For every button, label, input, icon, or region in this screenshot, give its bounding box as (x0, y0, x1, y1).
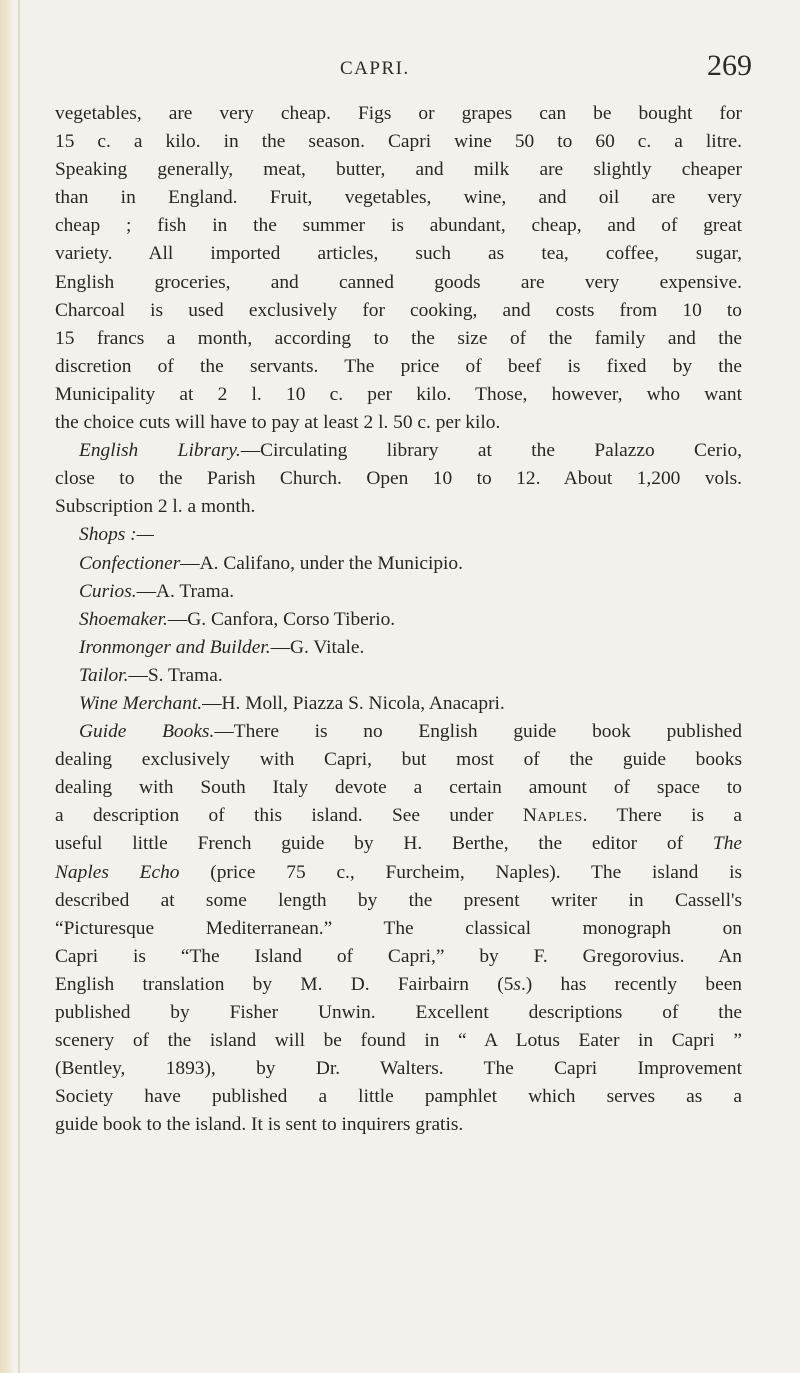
text-line: scenery of the island will be found in “ A Lotus Eater in Capri ” (55, 1030, 742, 1052)
text-line: discretion of the servants. The price of beef is fixed by the (55, 355, 742, 377)
shop-type: Confectioner (79, 552, 181, 574)
currency-shilling: s (513, 973, 521, 995)
text-line: cheap ; fish in the summer is abundant, cheap, and of great (55, 215, 742, 237)
text-line: English groceries, and canned goods are very expensive. (55, 271, 742, 293)
shop-entry: Tailor.—S. Trama. (79, 664, 223, 686)
text-line: guide book to the island. It is sent to inquirers gratis. (55, 1114, 464, 1136)
text-line: the choice cuts will have to pay at least 2 l. 50 c. per kilo. (55, 412, 501, 434)
text-line: English translation by M. D. Fairbairn (5s.) has recently been (55, 973, 742, 995)
periodical-title: Naples Echo (55, 861, 180, 883)
text-line: Charcoal is used exclusively for cooking, and costs from 10 to (55, 299, 742, 321)
text-line: useful little French guide by H. Berthe, the editor of The (55, 833, 742, 855)
section-heading: Guide Books. (79, 721, 215, 743)
text-line: 15 c. a kilo. in the season. Capri wine 50 to 60 c. a litre. (55, 131, 742, 153)
text-line: (Bentley, 1893), by Dr. Walters. The Capri Improvement (55, 1058, 742, 1080)
shop-type: Wine Merchant. (79, 692, 203, 714)
page-number: 269 (707, 49, 752, 82)
text-line: described at some length by the present writer in Cassell's (55, 889, 742, 911)
text-line: vegetables, are very cheap. Figs or grapes can be bought for (55, 103, 742, 124)
text-line: close to the Parish Church. Open 10 to 12. About 1,200 vols. (55, 468, 742, 490)
shop-entry: Confectioner—A. Califano, under the Municipio. (79, 552, 463, 574)
page-gutter-shadow (18, 0, 20, 1373)
section-guide-books: Guide Books.—There is no English guide book published (79, 721, 742, 743)
text-line: Municipality at 2 l. 10 c. per kilo. Those, however, who want (55, 383, 742, 405)
shop-type: Shoemaker. (79, 608, 168, 630)
running-header (0, 49, 800, 85)
text-line: Subscription 2 l. a month. (55, 496, 256, 518)
text-line: a description of this island. See under Naples. There is a (55, 805, 742, 827)
text-line: 15 francs a month, according to the size of the family and the (55, 327, 742, 349)
text-line: than in England. Fruit, vegetables, wine, and oil are very (55, 187, 742, 209)
running-title: CAPRI. (340, 58, 410, 79)
text-line: Capri is “The Island of Capri,” by F. Gregorovius. An (55, 945, 742, 967)
periodical-title: The (712, 833, 742, 855)
section-shops (55, 521, 742, 549)
shop-entry: Ironmonger and Builder.—G. Vitale. (79, 636, 365, 658)
text-line: dealing with South Italy devote a certain amount of space to (55, 777, 742, 799)
section-heading: English Library. (79, 440, 241, 462)
shop-type: Ironmonger and Builder. (79, 636, 271, 658)
text-line: variety. All imported articles, such as tea, coffee, sugar, (55, 243, 742, 265)
shop-entry: Wine Merchant.—H. Moll, Piazza S. Nicola, Anacapri. (79, 692, 505, 714)
text-line: Naples Echo (price 75 c., Furcheim, Naples). The island is (55, 861, 743, 883)
text-line: Speaking generally, meat, butter, and milk are slightly cheaper (55, 159, 742, 181)
place-name: Naples (522, 805, 583, 827)
shop-type: Tailor. (79, 664, 129, 686)
body-text (55, 100, 742, 1139)
text-line: published by Fisher Unwin. Excellent descriptions of the (55, 1002, 742, 1023)
section-english-library: English Library.—Circulating library at the Palazzo Cerio, (79, 440, 742, 462)
shop-type: Curios. (79, 580, 137, 602)
text-line: “Picturesque Mediterranean.” The classical monograph on (55, 917, 742, 939)
page-binding-edge (0, 0, 14, 1373)
shop-entry: Shoemaker.—G. Canfora, Corso Tiberio. (79, 608, 396, 630)
shop-entry: Curios.—A. Trama. (79, 580, 235, 602)
section-heading: Shops :— (79, 524, 154, 546)
text-line: Society have published a little pamphlet which serves as a (55, 1086, 742, 1108)
text-line: dealing exclusively with Capri, but most of the guide books (55, 749, 742, 771)
